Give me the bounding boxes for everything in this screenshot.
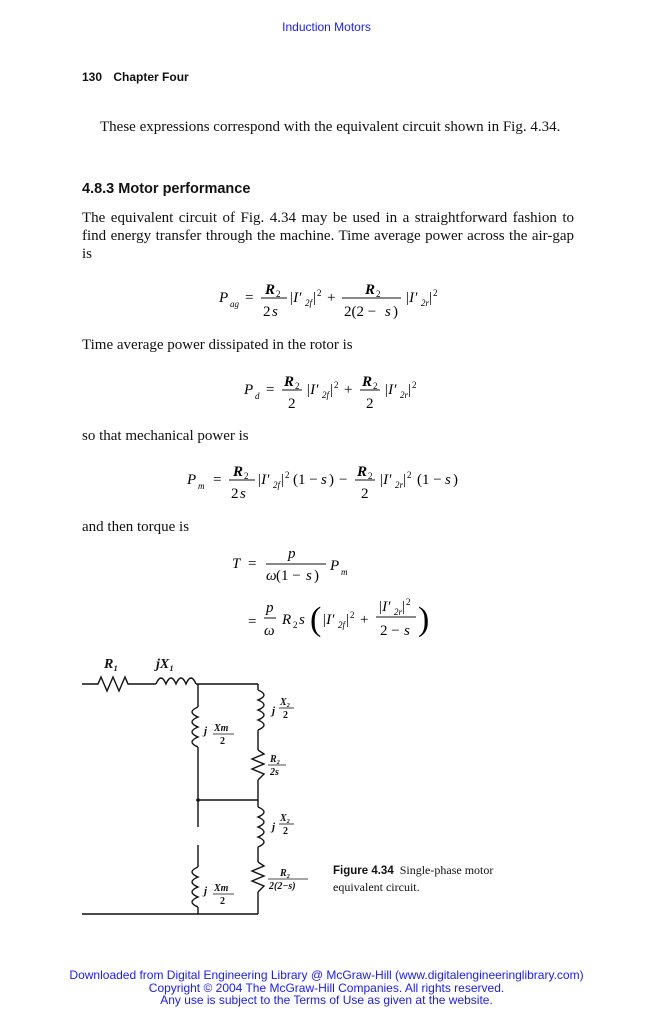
paragraph-mechanical: so that mechanical power is <box>82 428 249 444</box>
svg-text:p: p <box>266 600 274 616</box>
footer <box>0 969 653 1007</box>
resistor-r2-lower <box>252 862 264 892</box>
svg-text:=: = <box>213 472 222 488</box>
svg-text:2: 2 <box>244 471 249 481</box>
svg-text:2: 2 <box>376 289 381 299</box>
svg-text:s: s <box>404 623 410 639</box>
svg-text:|: | <box>313 290 317 306</box>
svg-text:2: 2 <box>412 380 417 390</box>
svg-text:|: | <box>429 290 433 306</box>
svg-text:2(2 −: 2(2 − <box>344 304 377 320</box>
chapter-title: Chapter Four <box>113 70 189 84</box>
svg-text:d: d <box>255 391 260 401</box>
svg-text:s: s <box>321 472 327 488</box>
resistor-r1 <box>82 677 156 691</box>
label-r2-upper: R₂ <box>270 754 281 765</box>
inductor-xm-lower <box>192 867 198 907</box>
svg-text:R: R <box>265 282 276 298</box>
svg-text:ω: ω <box>266 568 277 584</box>
footer-line-3: Any use is subject to the Terms of Use as given at the website. <box>160 993 493 1007</box>
svg-text:+: + <box>360 612 369 628</box>
svg-text:2f: 2f <box>273 480 281 490</box>
svg-text:2: 2 <box>285 470 290 480</box>
label-xm-lower-den: 2 <box>220 896 225 907</box>
label-x2-lower-den: 2 <box>283 826 288 837</box>
section-number: 4.8.3 <box>82 181 115 197</box>
svg-text:s: s <box>306 568 312 584</box>
svg-text:s: s <box>445 472 451 488</box>
svg-text:2: 2 <box>350 610 355 620</box>
label-x2-upper-den: 2 <box>283 710 288 721</box>
svg-text:(1 −: (1 − <box>417 472 442 488</box>
paragraph-torque: and then torque is <box>82 519 190 535</box>
svg-text:2r: 2r <box>394 607 403 617</box>
equation-torque <box>226 540 446 640</box>
label-r1: R₁ <box>104 657 119 672</box>
svg-text:=: = <box>248 556 257 572</box>
svg-text:|I′: |I′ <box>289 290 302 306</box>
inductor-x2-lower <box>258 807 264 847</box>
svg-text:2: 2 <box>276 289 281 299</box>
label-x2-lower: X₂ <box>280 813 291 824</box>
svg-text:R: R <box>362 374 373 390</box>
svg-text:=: = <box>248 614 257 630</box>
svg-text:=: = <box>266 382 275 398</box>
svg-text:+: + <box>344 382 353 398</box>
svg-text:P: P <box>187 472 197 488</box>
svg-text:|: | <box>402 599 406 615</box>
svg-text:2f: 2f <box>322 390 330 400</box>
inductor-x2-upper <box>258 690 264 730</box>
label-r2-lower-den: 2(2−s) <box>269 881 296 892</box>
footer-line-1[interactable]: Downloaded from Digital Engineering Library @ McGraw-Hill (www.digitalengineeringlibrary.com) <box>69 968 584 982</box>
svg-text:p: p <box>288 546 296 562</box>
svg-text:): ) <box>329 472 334 488</box>
resistor-r2-upper <box>252 750 264 780</box>
equation-mechanical-power <box>183 458 473 506</box>
section-title: Motor performance <box>118 181 251 197</box>
svg-text:2r: 2r <box>395 480 404 490</box>
label-xm-lower: Xm <box>214 883 229 894</box>
svg-text:s: s <box>240 486 246 502</box>
svg-text:R: R <box>357 464 368 480</box>
svg-text:|: | <box>330 382 334 398</box>
svg-text:): ) <box>418 601 430 638</box>
label-j-x2-upper: j <box>272 705 276 717</box>
inductor-xm-upper <box>192 707 198 747</box>
svg-text:|I′: |I′ <box>379 472 392 488</box>
svg-text:T: T <box>232 556 241 572</box>
svg-text:|: | <box>346 612 350 628</box>
svg-text:R: R <box>365 282 376 298</box>
svg-text:): ) <box>314 568 319 584</box>
svg-text:s: s <box>299 612 305 628</box>
svg-text:2: 2 <box>293 620 298 630</box>
svg-text:P: P <box>330 558 340 574</box>
svg-text:): ) <box>393 304 398 320</box>
svg-text:m: m <box>341 567 348 577</box>
paragraph-dissipated: Time average power dissipated in the rotor is <box>82 337 353 353</box>
svg-text:2: 2 <box>295 381 300 391</box>
inductor-x1 <box>156 678 196 684</box>
label-xm-upper: Xm <box>214 723 229 734</box>
svg-text:R: R <box>233 464 244 480</box>
label-j-x2-lower: j <box>272 821 276 833</box>
svg-text:2f: 2f <box>305 298 313 308</box>
svg-text:P: P <box>244 382 254 398</box>
svg-text:|I′: |I′ <box>384 382 397 398</box>
svg-text:|I′: |I′ <box>322 612 335 628</box>
svg-text:2: 2 <box>368 471 373 481</box>
label-r2-lower: R₂ <box>280 868 291 879</box>
label-j-xm-lower: j <box>204 885 208 897</box>
svg-text:|: | <box>408 382 412 398</box>
paragraph-equivalent-circuit: The equivalent circuit of Fig. 4.34 may be used in a straightforward fashion to find energy transfer through the machine. Time average power across the air-gap is <box>82 210 574 262</box>
footer-line-2: Copyright © 2004 The McGraw-Hill Companies. All rights reserved. <box>148 980 505 995</box>
svg-text:=: = <box>245 290 254 306</box>
svg-text:s: s <box>272 304 278 320</box>
svg-text:2: 2 <box>231 486 239 502</box>
svg-text:R: R <box>284 374 295 390</box>
svg-text:2: 2 <box>433 288 438 298</box>
svg-text:(: ( <box>310 601 322 638</box>
svg-text:(1 −: (1 − <box>276 568 301 584</box>
svg-text:2: 2 <box>373 381 378 391</box>
label-x2-upper: X₂ <box>280 697 291 708</box>
page-number: 130 <box>82 70 103 84</box>
svg-text:2: 2 <box>366 396 374 412</box>
svg-text:ω: ω <box>264 623 275 639</box>
svg-text:2r: 2r <box>400 390 409 400</box>
svg-text:|I′: |I′ <box>405 290 418 306</box>
svg-text:P: P <box>219 290 229 306</box>
svg-text:|: | <box>403 472 407 488</box>
equation-air-gap-power <box>215 276 455 324</box>
svg-text:2: 2 <box>317 288 322 298</box>
figure-caption-text: Single-phase motor equivalent circuit. <box>333 863 494 894</box>
running-header: Induction Motors <box>282 20 371 34</box>
label-xm-upper-den: 2 <box>220 736 225 747</box>
svg-text:2: 2 <box>263 304 271 320</box>
figure-label: Figure 4.34 <box>333 865 394 877</box>
svg-text:2: 2 <box>361 486 369 502</box>
svg-text:2: 2 <box>288 396 296 412</box>
label-jx1: jX₁ <box>156 657 175 672</box>
svg-text:|I′: |I′ <box>306 382 319 398</box>
svg-text:|: | <box>281 472 285 488</box>
intro-paragraph: These expressions correspond with the equivalent circuit shown in Fig. 4.34. <box>100 119 561 135</box>
figure-caption <box>333 862 533 895</box>
svg-text:2: 2 <box>406 597 411 607</box>
svg-text:−: − <box>339 472 348 488</box>
label-j-xm-upper: j <box>204 725 208 737</box>
svg-text:2 −: 2 − <box>380 623 400 639</box>
svg-text:m: m <box>198 481 205 491</box>
svg-text:2: 2 <box>334 380 339 390</box>
svg-text:|I′: |I′ <box>378 599 391 615</box>
svg-text:|I′: |I′ <box>257 472 270 488</box>
svg-text:(1 −: (1 − <box>293 472 318 488</box>
svg-text:2f: 2f <box>338 620 346 630</box>
page-heading <box>82 70 189 84</box>
section-heading <box>82 181 250 197</box>
svg-text:R: R <box>282 612 292 628</box>
svg-text:+: + <box>327 290 336 306</box>
svg-text:2: 2 <box>407 470 412 480</box>
equation-dissipated-power <box>240 368 430 416</box>
svg-text:s: s <box>385 304 391 320</box>
equivalent-circuit-diagram <box>80 648 340 918</box>
svg-text:): ) <box>453 472 458 488</box>
svg-text:2r: 2r <box>421 298 430 308</box>
label-r2-upper-den: 2s <box>270 767 279 778</box>
svg-text:ag: ag <box>230 299 239 309</box>
